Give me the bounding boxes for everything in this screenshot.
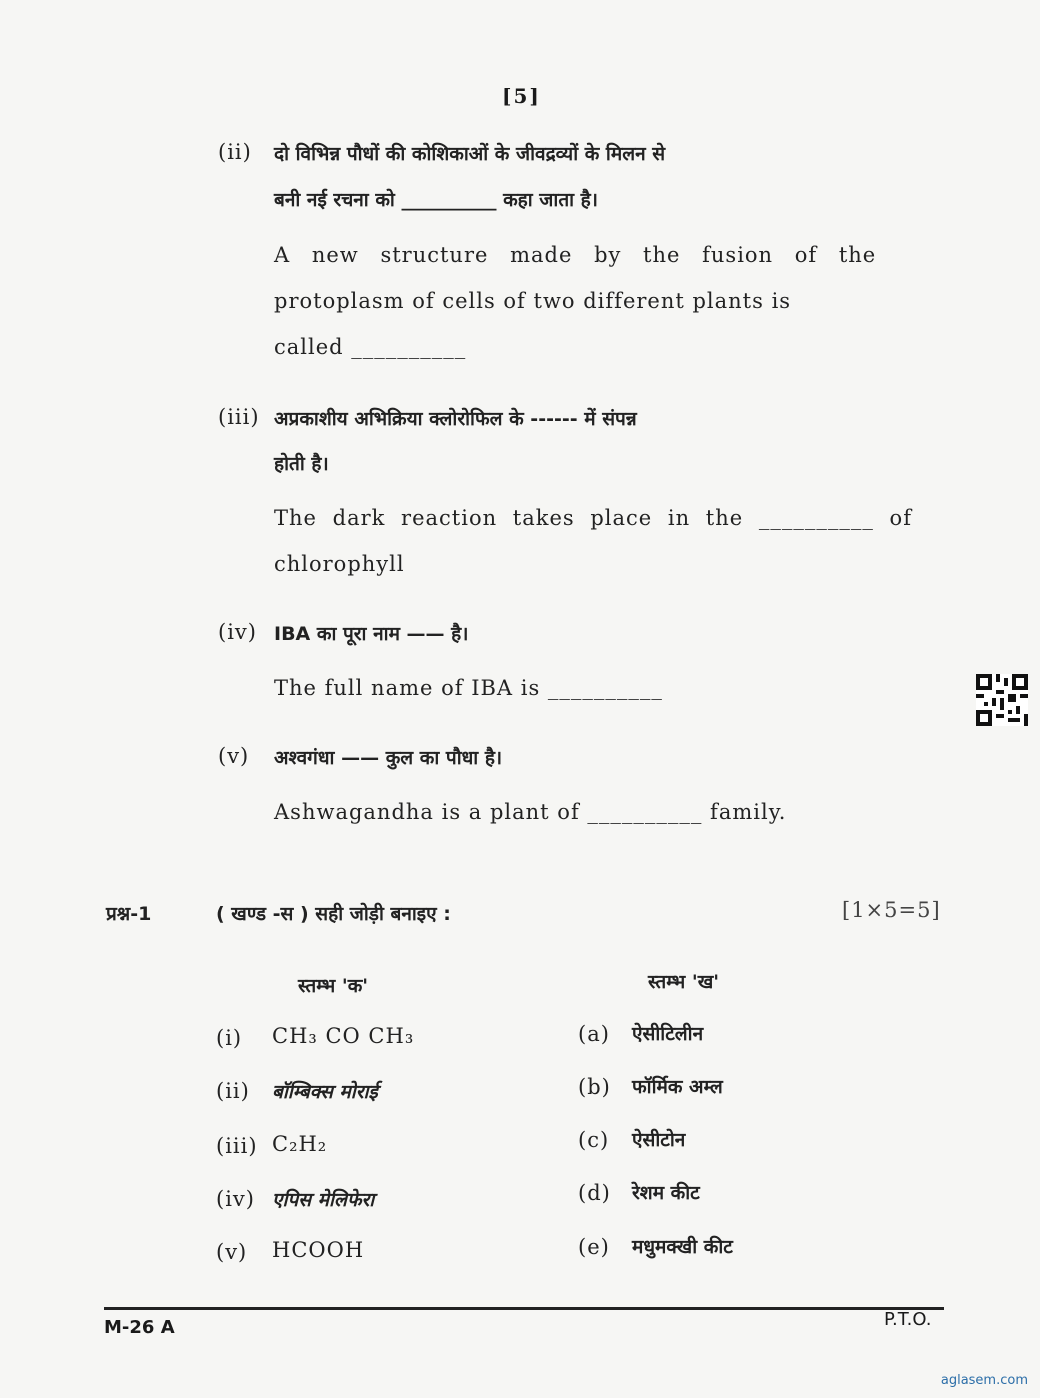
paper-code: M-26 A bbox=[104, 1317, 175, 1338]
page-number: [5] bbox=[502, 84, 541, 108]
match-right-item: रेशम कीट bbox=[632, 1182, 700, 1204]
item-hindi-line: बनी नई रचना को __________ कहा जाता है। bbox=[274, 189, 598, 211]
match-right-letter: (e) bbox=[578, 1235, 610, 1259]
match-left-item: C₂H₂ bbox=[272, 1132, 328, 1156]
match-left-number: (ii) bbox=[216, 1079, 250, 1103]
match-left-item: एपिस मेलिफेरा bbox=[272, 1189, 375, 1211]
item-number: (ii) bbox=[218, 140, 252, 164]
match-left-number: (iii) bbox=[216, 1134, 258, 1158]
match-left-number: (iv) bbox=[216, 1187, 255, 1211]
question-section-title: ( खण्ड -स ) सही जोड़ी बनाइए : bbox=[216, 903, 451, 925]
item-english-line: chlorophyll bbox=[274, 552, 405, 576]
footer-divider bbox=[104, 1307, 944, 1310]
item-hindi-line: अप्रकाशीय अभिक्रिया क्लोरोफिल के ------ में संपन्न bbox=[274, 408, 637, 430]
item-number: (iii) bbox=[218, 405, 260, 429]
column-a-header: स्तम्भ 'क' bbox=[298, 975, 369, 997]
item-hindi-line: होती है। bbox=[274, 453, 329, 475]
match-right-item: ऐसीटिलीन bbox=[632, 1023, 704, 1045]
match-left-item: HCOOH bbox=[272, 1238, 365, 1262]
qr-code-icon bbox=[976, 674, 1028, 726]
item-english-line: The dark reaction takes place in the __________ of bbox=[274, 506, 912, 530]
match-left-number: (i) bbox=[216, 1026, 243, 1050]
item-hindi-line: IBA का पूरा नाम —— है। bbox=[274, 623, 469, 645]
match-left-number: (v) bbox=[216, 1240, 248, 1264]
item-number: (v) bbox=[218, 744, 250, 768]
item-hindi-line: दो विभिन्न पौधों की कोशिकाओं के जीवद्रव्यों के मिलन से bbox=[274, 143, 666, 165]
match-left-item: बॉम्बिक्स मोराई bbox=[272, 1081, 378, 1103]
item-english-line: protoplasm of cells of two different plants is bbox=[274, 289, 792, 313]
item-english-line: Ashwagandha is a plant of __________ family. bbox=[274, 800, 787, 824]
pto-label: P.T.O. bbox=[884, 1309, 932, 1330]
match-right-item: ऐसीटोन bbox=[632, 1129, 686, 1151]
question-label: प्रश्न-1 bbox=[106, 903, 152, 925]
item-english-line: called __________ bbox=[274, 335, 467, 359]
question-marks: [1×5=5] bbox=[842, 898, 941, 922]
match-right-item: फॉर्मिक अम्ल bbox=[632, 1076, 723, 1098]
column-b-header: स्तम्भ 'ख' bbox=[648, 971, 720, 993]
match-left-item: CH₃ CO CH₃ bbox=[272, 1024, 415, 1048]
item-english-line: The full name of IBA is __________ bbox=[274, 676, 663, 700]
match-right-letter: (d) bbox=[578, 1181, 611, 1205]
item-hindi-line: अश्वगंधा —— कुल का पौधा है। bbox=[274, 747, 503, 769]
match-right-item: मधुमक्खी कीट bbox=[632, 1236, 733, 1258]
match-right-letter: (a) bbox=[578, 1022, 610, 1046]
item-number: (iv) bbox=[218, 620, 257, 644]
watermark[interactable]: aglasem.com bbox=[940, 1373, 1028, 1388]
match-right-letter: (c) bbox=[578, 1128, 610, 1152]
item-english-line: A new structure made by the fusion of the bbox=[274, 243, 877, 267]
match-right-letter: (b) bbox=[578, 1075, 611, 1099]
